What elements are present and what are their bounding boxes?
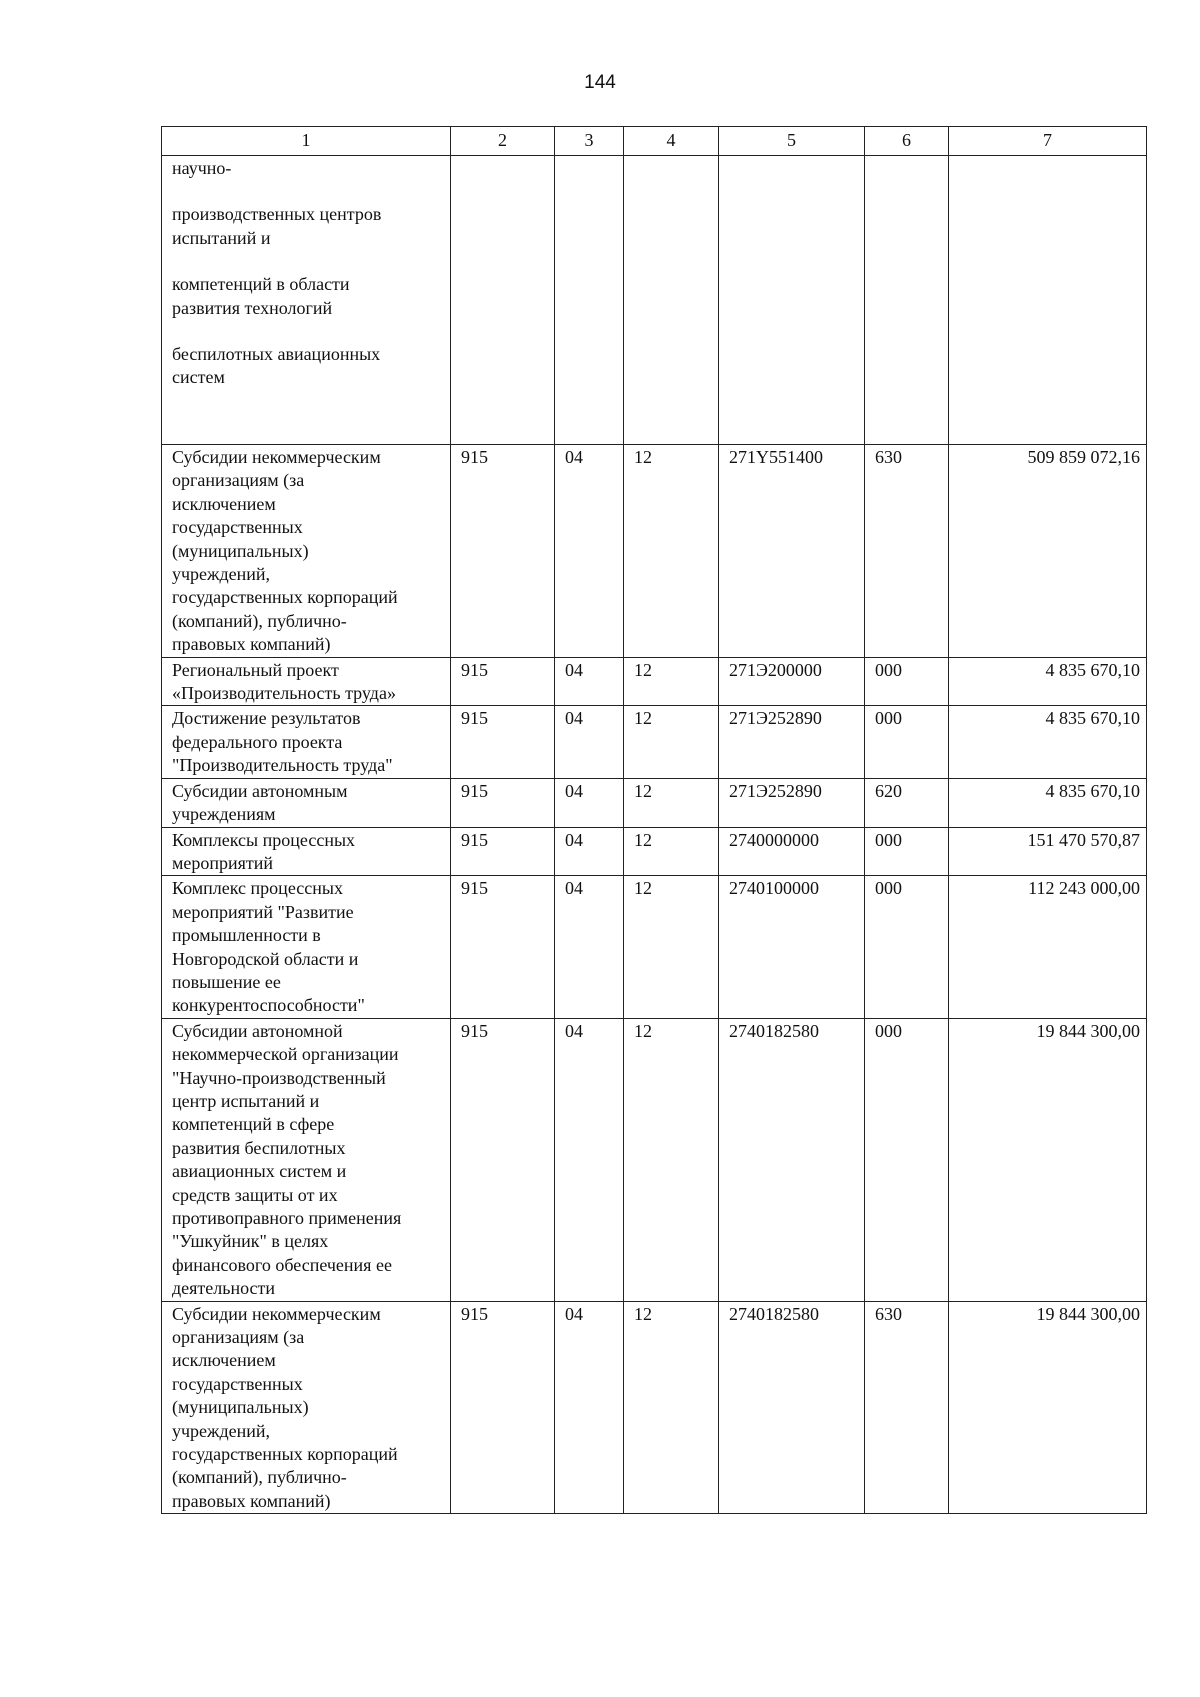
amount-cell: 19 844 300,00 [949,1018,1147,1301]
target-article-cell: 2740182580 [719,1018,865,1301]
row-name-cell [162,657,451,706]
row-name-line: учреждениям [172,804,276,825]
row-name-line: Региональный проект [172,659,339,680]
target-article-cell: 2740000000 [719,827,865,876]
expense-type-cell: 000 [865,876,949,1018]
section-cell: 04 [555,876,624,1018]
expense-type-cell: 000 [865,1018,949,1301]
target-article-cell: 271Э252890 [719,778,865,827]
amount-cell: 4 835 670,10 [949,657,1147,706]
table-row [162,657,1147,706]
row-name-line: повышение ее [172,971,281,992]
row-name-line: (муниципальных) [172,540,309,561]
row-name-line: научно- [172,158,232,178]
row-name-line: государственных [172,517,303,538]
row-name-line: (компаний), публично- [172,610,347,631]
row-name-line: производственных центров [172,204,382,225]
subsection-cell: 12 [624,1301,719,1514]
header-col-2: 2 [451,127,555,156]
cell-col-3 [555,156,624,445]
admin-code-cell: 915 [451,1301,555,1514]
row-name-line: испытаний и [172,227,271,248]
admin-code-cell: 915 [451,876,555,1018]
row-name-line: деятельности [172,1278,276,1299]
row-name-line: организациям (за [172,1327,305,1348]
row-name-line: развития технологий [172,297,333,318]
cell-col-6 [865,156,949,445]
budget-table [161,126,1147,1514]
header-col-6: 6 [865,127,949,156]
section-cell: 04 [555,778,624,827]
row-name-cell [162,445,451,658]
subsection-cell: 12 [624,827,719,876]
target-article-cell: 2740182580 [719,1301,865,1514]
target-article-cell: 2740100000 [719,876,865,1018]
header-col-5: 5 [719,127,865,156]
cell-col-7 [949,156,1147,445]
row-name-cell [162,156,451,445]
admin-code-cell: 915 [451,778,555,827]
page-number: 144 [584,72,616,93]
section-cell: 04 [555,706,624,778]
row-name-line: Комплексы процессных [172,829,356,850]
row-name-line: мероприятий [172,852,274,873]
table-row [162,1301,1147,1514]
cell-col-4 [624,156,719,445]
header-col-7: 7 [949,127,1147,156]
admin-code-cell: 915 [451,445,555,658]
row-name-line: исключением [172,1350,276,1371]
table-row [162,156,1147,445]
table-row [162,706,1147,778]
row-name-line: учреждений, [172,1420,271,1441]
row-name-line: компетенций в сфере [172,1114,335,1135]
amount-cell: 112 243 000,00 [949,876,1147,1018]
header-col-3: 3 [555,127,624,156]
row-name-line: государственных [172,1373,303,1394]
section-cell: 04 [555,1018,624,1301]
row-name-cell [162,778,451,827]
table-row [162,827,1147,876]
row-name-line: правовых компаний) [172,1490,331,1511]
row-name-line: "Ушкуйник" в целях [172,1231,329,1252]
target-article-cell: 271Э200000 [719,657,865,706]
amount-cell: 19 844 300,00 [949,1301,1147,1514]
row-name-line: Достижение результатов [172,708,361,729]
admin-code-cell: 915 [451,1018,555,1301]
row-name-line: мероприятий "Развитие [172,901,354,922]
table-row [162,876,1147,1018]
row-name-line: промышленности в [172,925,321,946]
row-name-line: средств защиты от их [172,1184,338,1205]
amount-cell: 4 835 670,10 [949,706,1147,778]
row-name-line: учреждений, [172,564,271,585]
amount-cell: 4 835 670,10 [949,778,1147,827]
row-name-line: беспилотных авиационных [172,344,381,365]
row-name-line: конкурентоспособности" [172,995,365,1016]
row-name-line: «Производительность труда» [172,683,396,704]
row-name-line: Новгородской области и [172,948,359,969]
expense-type-cell: 630 [865,445,949,658]
row-name-line: исключением [172,493,276,514]
section-cell: 04 [555,657,624,706]
row-name-line: "Производительность труда" [172,755,393,776]
row-name-cell [162,1301,451,1514]
row-name-line: Субсидии автономной [172,1020,343,1041]
subsection-cell: 12 [624,445,719,658]
row-name-line: правовых компаний) [172,634,331,655]
row-name-cell [162,876,451,1018]
table-row [162,445,1147,658]
row-name-line: развития беспилотных [172,1137,346,1158]
cell-col-2 [451,156,555,445]
expense-type-cell: 000 [865,706,949,778]
row-name-cell [162,827,451,876]
table-row [162,1018,1147,1301]
target-article-cell: 271Э252890 [719,706,865,778]
expense-type-cell: 000 [865,827,949,876]
row-name-line: Комплекс процессных [172,878,343,899]
section-cell: 04 [555,445,624,658]
row-name-line: "Научно-производственный [172,1067,386,1088]
row-name-line: Субсидии некоммерческим [172,447,381,467]
amount-cell: 151 470 570,87 [949,827,1147,876]
subsection-cell: 12 [624,706,719,778]
amount-cell: 509 859 072,16 [949,445,1147,658]
row-name-cell [162,706,451,778]
row-name-line: финансового обеспечения ее [172,1254,392,1275]
cell-col-5 [719,156,865,445]
section-cell: 04 [555,827,624,876]
row-name-line: Субсидии автономным [172,780,348,801]
row-name-line: авиационных систем и [172,1161,347,1182]
expense-type-cell: 000 [865,657,949,706]
row-name-line: некоммерческой организации [172,1044,399,1065]
subsection-cell: 12 [624,1018,719,1301]
row-name-line: организациям (за [172,470,305,491]
header-col-4: 4 [624,127,719,156]
subsection-cell: 12 [624,876,719,1018]
table-row [162,778,1147,827]
section-cell: 04 [555,1301,624,1514]
admin-code-cell: 915 [451,657,555,706]
row-name-line: центр испытаний и [172,1090,320,1111]
target-article-cell: 271Y551400 [719,445,865,658]
header-col-1: 1 [162,127,451,156]
row-name-line: (муниципальных) [172,1397,309,1418]
row-name-line: (компаний), публично- [172,1467,347,1488]
admin-code-cell: 915 [451,706,555,778]
row-name-line: Субсидии некоммерческим [172,1303,381,1324]
admin-code-cell: 915 [451,827,555,876]
subsection-cell: 12 [624,778,719,827]
row-name-line: противоправного применения [172,1208,402,1228]
row-name-line: систем [172,367,225,388]
row-name-cell [162,1018,451,1301]
expense-type-cell: 620 [865,778,949,827]
row-name-line: государственных корпораций [172,587,398,608]
row-name-line: государственных корпораций [172,1444,398,1465]
row-name-line: компетенций в области [172,274,350,295]
header-row [162,127,1147,156]
subsection-cell: 12 [624,657,719,706]
expense-type-cell: 630 [865,1301,949,1514]
row-name-line: федерального проекта [172,731,343,752]
